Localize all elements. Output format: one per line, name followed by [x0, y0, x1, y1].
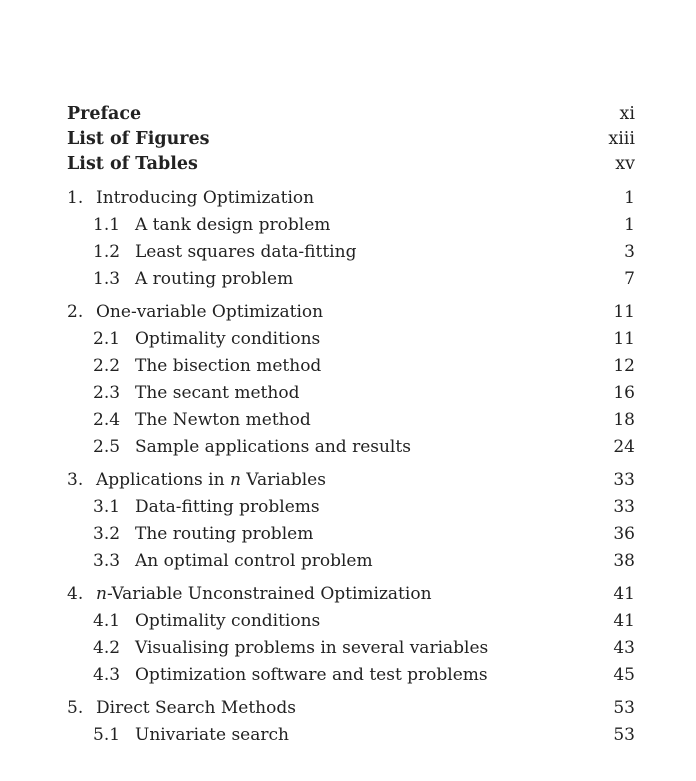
- chapter-3: [67, 467, 635, 575]
- chapter-page: 11: [613, 302, 635, 322]
- section-title: Least squares data-fitting: [135, 242, 357, 262]
- section-page: 33: [613, 497, 635, 517]
- section-title: A tank design problem: [135, 215, 331, 235]
- section-entry[interactable]: [67, 635, 635, 662]
- entry-title: List of Figures: [67, 129, 210, 149]
- chapter-page: 1: [624, 188, 635, 208]
- section-number: 4.1: [93, 611, 121, 631]
- section-title: Optimality conditions: [135, 329, 321, 349]
- chapter-number: 2.: [67, 302, 84, 322]
- section-title: Visualising problems in several variables: [135, 638, 489, 658]
- section-number: 1.3: [93, 269, 121, 289]
- section-title: The routing problem: [135, 524, 314, 544]
- section-page: 11: [613, 329, 635, 349]
- section-title: The Newton method: [135, 410, 311, 430]
- chapter-title: [96, 470, 326, 490]
- chapter-page: 41: [613, 584, 635, 604]
- section-entry[interactable]: [67, 353, 635, 380]
- section-number: 5.1: [93, 725, 121, 745]
- entry-page: xiii: [608, 129, 635, 149]
- chapter-number: 4.: [67, 584, 84, 604]
- section-title: Univariate search: [135, 725, 289, 745]
- section-number: 2.4: [93, 410, 121, 430]
- chapter-title: Direct Search Methods: [96, 698, 296, 718]
- chapter-title-math: n: [96, 584, 107, 604]
- chapter-number: 5.: [67, 698, 84, 718]
- section-entry[interactable]: [67, 521, 635, 548]
- chapter-heading[interactable]: [67, 185, 635, 212]
- table-of-contents: [67, 102, 635, 749]
- section-title: An optimal control problem: [135, 551, 373, 571]
- section-title: The bisection method: [135, 356, 322, 376]
- section-page: 12: [613, 356, 635, 376]
- section-entry[interactable]: [67, 722, 635, 749]
- entry-title: List of Tables: [67, 154, 198, 174]
- section-title: Sample applications and results: [135, 437, 411, 457]
- section-title: Optimization software and test problems: [135, 665, 488, 685]
- section-number: 2.2: [93, 356, 121, 376]
- section-page: 53: [613, 725, 635, 745]
- section-number: 3.3: [93, 551, 121, 571]
- toc-entry-list-of-tables[interactable]: [67, 152, 635, 177]
- toc-entry-list-of-figures[interactable]: [67, 127, 635, 152]
- section-number: 1.2: [93, 242, 121, 262]
- chapter-5: [67, 695, 635, 749]
- chapter-number: 1.: [67, 188, 84, 208]
- section-page: 45: [613, 665, 635, 685]
- chapter-title: Introducing Optimization: [96, 188, 315, 208]
- section-title: A routing problem: [135, 269, 294, 289]
- section-page: 7: [624, 269, 635, 289]
- section-entry[interactable]: [67, 380, 635, 407]
- chapter-1: [67, 185, 635, 293]
- chapter-heading[interactable]: [67, 299, 635, 326]
- section-title: The secant method: [135, 383, 300, 403]
- section-page: 43: [613, 638, 635, 658]
- section-entry[interactable]: [67, 266, 635, 293]
- section-number: 4.3: [93, 665, 121, 685]
- chapter-heading[interactable]: [67, 695, 635, 722]
- chapter-title-part: -Variable Unconstrained Optimization: [106, 584, 432, 604]
- section-page: 16: [613, 383, 635, 403]
- section-entry[interactable]: [67, 407, 635, 434]
- entry-page: xi: [619, 104, 635, 124]
- section-number: 2.5: [93, 437, 121, 457]
- chapter-heading[interactable]: [67, 581, 635, 608]
- section-entry[interactable]: [67, 608, 635, 635]
- section-number: 3.1: [93, 497, 121, 517]
- toc-entry-preface[interactable]: [67, 102, 635, 127]
- section-number: 2.3: [93, 383, 121, 403]
- chapter-title-math: n: [229, 470, 241, 490]
- section-entry[interactable]: [67, 548, 635, 575]
- entry-title: Preface: [67, 104, 142, 124]
- section-title: Optimality conditions: [135, 611, 321, 631]
- chapter-page: 33: [613, 470, 635, 490]
- section-page: 41: [613, 611, 635, 631]
- section-number: 1.1: [93, 215, 121, 235]
- chapter-heading[interactable]: [67, 467, 635, 494]
- section-page: 24: [613, 437, 635, 457]
- chapter-4: [67, 581, 635, 689]
- section-page: 1: [624, 215, 635, 235]
- section-title: Data-fitting problems: [135, 497, 320, 517]
- section-entry[interactable]: [67, 326, 635, 353]
- section-page: 18: [613, 410, 635, 430]
- section-entry[interactable]: [67, 662, 635, 689]
- chapter-2: [67, 299, 635, 461]
- chapter-title: One-variable Optimization: [96, 302, 324, 322]
- entry-page: xv: [615, 154, 635, 174]
- section-number: 4.2: [93, 638, 121, 658]
- section-entry[interactable]: [67, 239, 635, 266]
- section-page: 3: [624, 242, 635, 262]
- section-entry[interactable]: [67, 494, 635, 521]
- chapter-title-part: Variables: [240, 470, 326, 490]
- section-page: 36: [613, 524, 635, 544]
- section-entry[interactable]: [67, 434, 635, 461]
- section-entry[interactable]: [67, 212, 635, 239]
- chapter-title-part: Applications in: [96, 470, 230, 490]
- chapter-title: [96, 584, 432, 604]
- front-matter-list: [67, 102, 635, 177]
- chapter-page: 53: [613, 698, 635, 718]
- section-page: 38: [613, 551, 635, 571]
- section-number: 3.2: [93, 524, 121, 544]
- section-number: 2.1: [93, 329, 121, 349]
- chapter-number: 3.: [67, 470, 84, 490]
